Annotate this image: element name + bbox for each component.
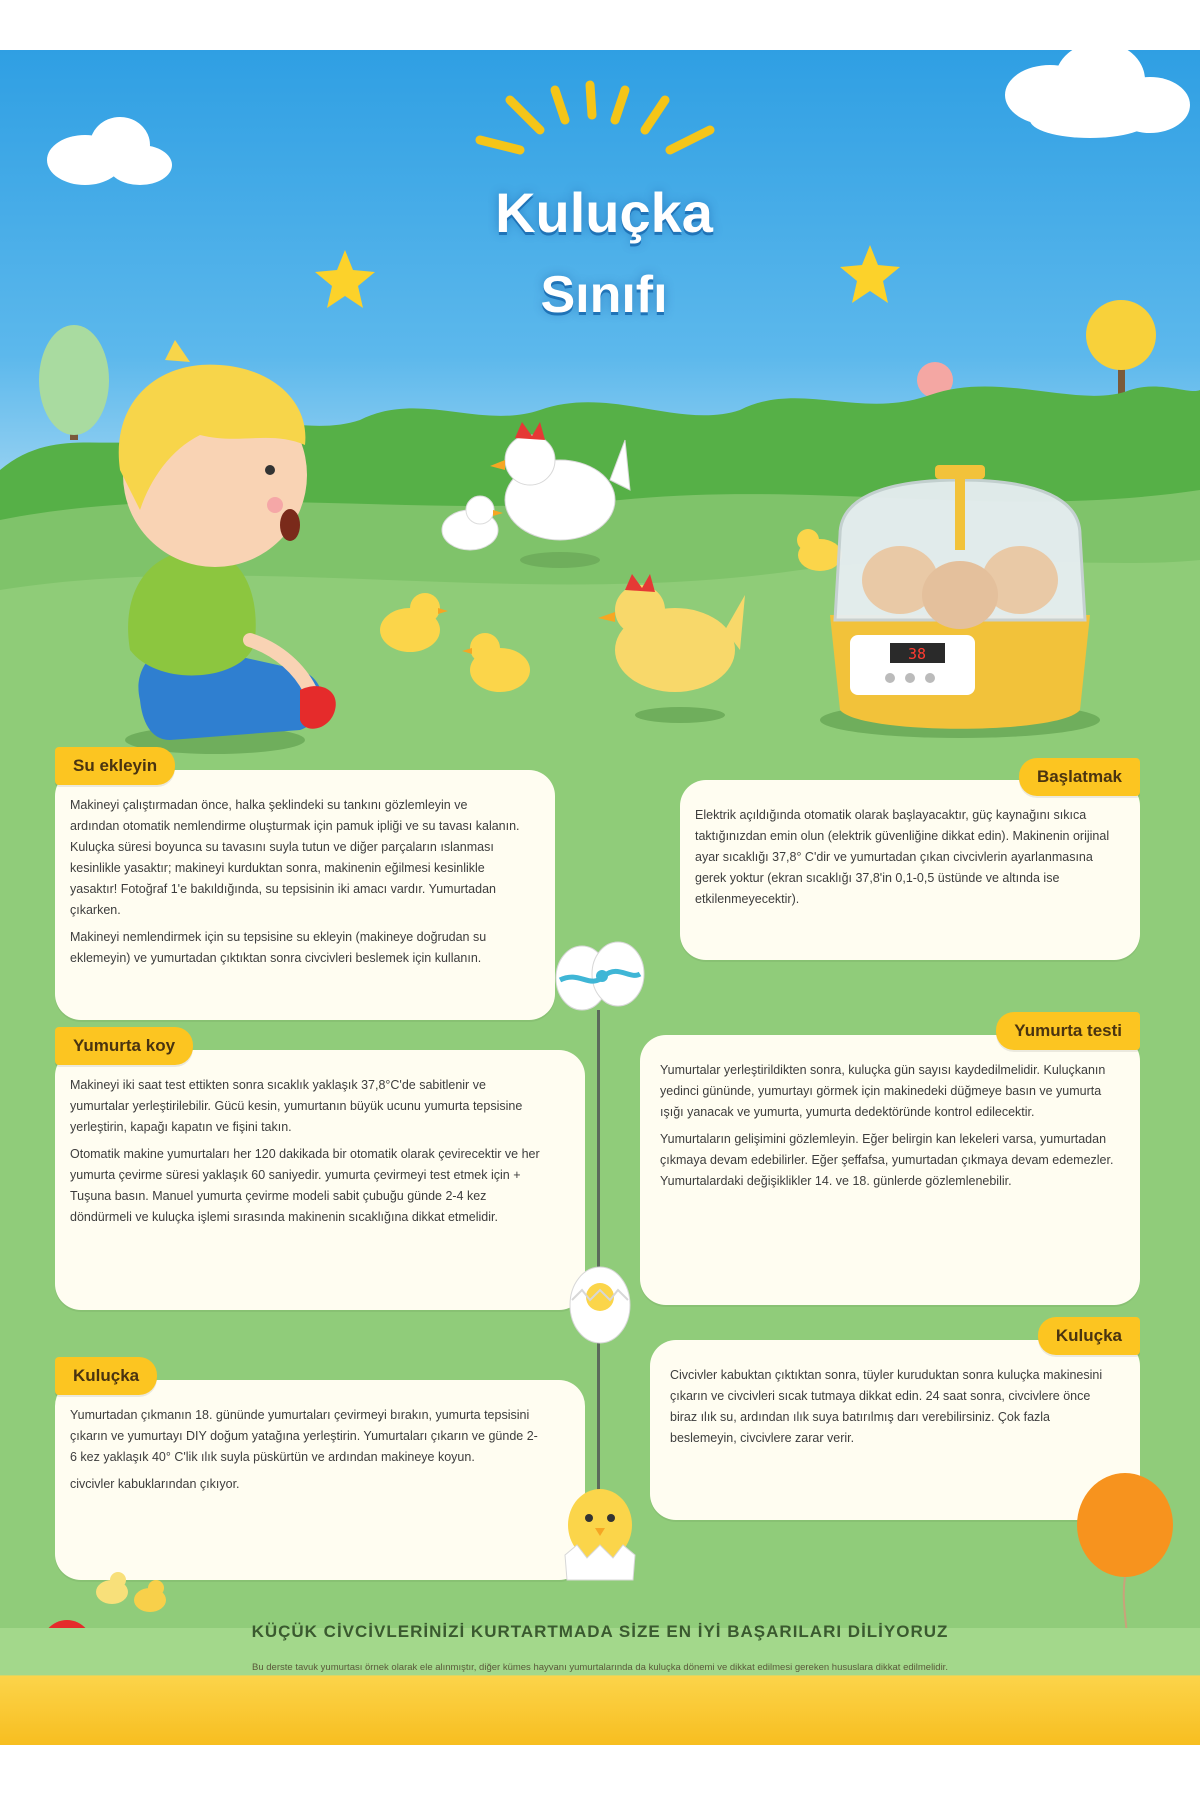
tag-place-eggs: Yumurta koy <box>55 1027 193 1065</box>
star-icon <box>315 250 375 308</box>
paragraph: Civcivler kabuktan çıktıktan sonra, tüyler kuruduktan sonra kuluçka makinesini çıkarın ve civcivleri sıcak tutmaya dikkat edin. 24 saat sonra, civcivlere önce biraz ılık su, ardından ılık suya batırılmış darı verebilirsiniz. Çok fazla beslemeyin, civcivlere zarar verir. <box>670 1368 1103 1445</box>
paragraph: civcivler kabuklarından çıkıyor. <box>70 1477 240 1491</box>
paragraph: Makineyi nemlendirmek için su tepsisine su ekleyin (makineye doğrudan su eklemeyin) ve yumurtadan çıktıktan sonra civcivleri beslemek için kullanın. <box>70 930 487 965</box>
tag-after-hatch: Kuluçka <box>1038 1317 1140 1355</box>
card-hatching-text <box>70 1405 540 1501</box>
card-egg-test-text <box>660 1060 1115 1198</box>
card-place-eggs-text <box>70 1075 540 1234</box>
card-add-water-text <box>70 795 520 975</box>
tag-hatching: Kuluçka <box>55 1357 157 1395</box>
page-subtitle: Sınıfı <box>540 266 668 324</box>
paragraph: Yumurtalar yerleştirildikten sonra, kuluçka gün sayısı kaydedilmelidir. Kuluçkanın yedinci gününde, yumurtayı görmek için makinedeki düğmeye basın ve yumurta ışığı yanacak ve yumurta, yumurta dedektöründe kontrol edilecektir. <box>660 1063 1106 1119</box>
footer-band <box>0 1628 1200 1745</box>
tag-add-water: Su ekleyin <box>55 747 175 785</box>
paragraph: Yumurtaların gelişimini gözlemleyin. Eğer belirgin kan lekeleri varsa, yumurtadan çıkmaya devam edebilirler. Eğer şeffafsa, yumurtadan çıkmaya devam edemezler. Yumurtalardaki değişiklikler 14. ve 18. günlerde gözlemlenebilir. <box>660 1132 1114 1188</box>
card-after-hatch-text <box>670 1365 1120 1455</box>
paragraph: Yumurtadan çıkmanın 18. gününde yumurtaları çevirmeyi bırakın, yumurta tepsisini çıkarın ve yumurtayı DIY doğum yatağına yerleştirin. Yumurtaları çıkarın ve günde 2-6 kez yaklaşık 40° C'lik ılık suyla püskürtün ve ardından makineye koyun. <box>70 1408 538 1464</box>
poster <box>0 50 1200 1745</box>
star-icon <box>840 245 900 303</box>
paragraph: Makineyi çalıştırmadan önce, halka şeklindeki su tankını gözlemleyin ve ardından otomatik nemlendirme oluşturmak için pamuk ipliği ve su tavası kalanın. Kuluçka süresi boyunca su tavasını suyla tutun ve diğer parçaların ıslanması kesinlikle yasaktır; makineyi kurduktan sonra, makinenin eğilmesi kesinlikle yasaktır! Fotoğraf 1'e bakıldığında, su tepsisinin iki amacı vardır. Yumurtadan çıkarken. <box>70 798 520 917</box>
incubator-display: 38 <box>907 645 927 663</box>
page-title: Kuluçka <box>495 181 713 244</box>
sun-icon <box>480 85 710 150</box>
chick-icon <box>90 1560 180 1620</box>
paragraph: Elektrik açıldığında otomatik olarak başlayacaktır, güç kaynağını sıkıca taktığınızdan emin olun (elektrik güvenliğine dikkat edin). Makinenin orijinal ayar sıcaklığı 37,8° C'dir ve yumurtadan çıkan civcivlerin ayarlanmasına gerek yoktur (ekran sıcaklığı 37,8'in 0,1-0,5 üstünde ve altında ise etkilenmeyecektir). <box>695 808 1110 906</box>
tag-start: Başlatmak <box>1019 758 1140 796</box>
paragraph: Otomatik makine yumurtaları her 120 dakikada bir otomatik olarak çevirecektir ve her yumurta çevirme süresi yaklaşık 60 saniyedir. yumurta çevirmeyi test etmek için + Tuşuna basın. Manuel yumurta çevirme modeli sabit çubuğu günde 2-4 kez döndürmeli ve kuluçka işlemi sırasında makinenin sıcaklığına dikkat etmelidir. <box>70 1147 540 1224</box>
cloud-icon <box>47 117 172 185</box>
tree-icon <box>39 325 109 440</box>
footer-note: Bu derste tavuk yumurtası örnek olarak ele alınmıştır, diğer kümes hayvanı yumurtalarında da kuluçka dönemi ve dikkat edilmesi gereken hususlara dikkat edilmelidir. <box>252 1662 948 1673</box>
paragraph: Makineyi iki saat test ettikten sonra sıcaklık yaklaşık 37,8°C'de sabitlenir ve yumurtalar yerleştirilebilir. Gücü kesin, yumurtanın büyük ucunu yumurta tepsisine yerleştirin, kapağı kapatın ve fişini takın. <box>70 1078 523 1134</box>
tag-egg-test: Yumurta testi <box>996 1012 1140 1050</box>
footer-title: KÜÇÜK CİVCİVLERİNİZİ KURTARTMADA SİZE EN İYİ BAŞARILARI DİLİYORUZ <box>251 1622 949 1641</box>
farm-scene <box>0 50 1200 830</box>
tree-icon <box>1086 300 1156 400</box>
cloud-icon <box>1005 50 1190 138</box>
chick-icon <box>555 1470 645 1590</box>
card-start-text <box>695 805 1115 916</box>
incubator-icon <box>820 465 1100 738</box>
egg-icon <box>540 930 660 1020</box>
egg-icon <box>560 1245 640 1355</box>
